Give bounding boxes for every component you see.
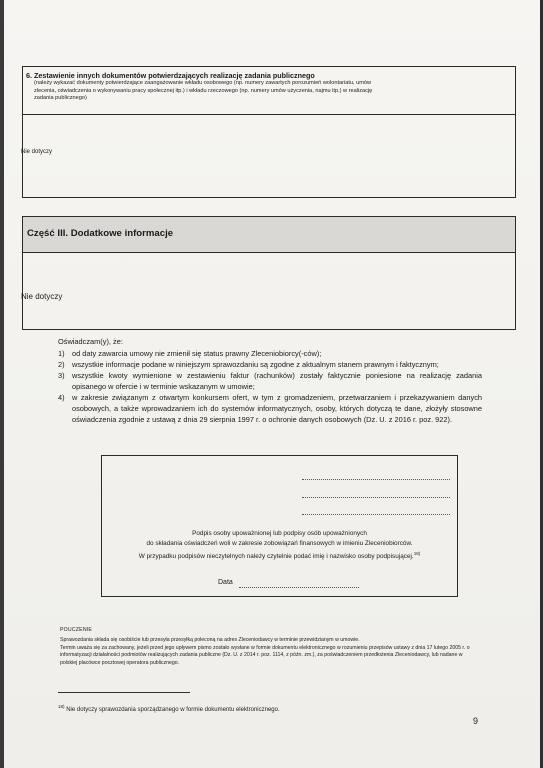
declaration-item-number: 3) <box>58 371 65 380</box>
footnote-reference: 18) <box>413 551 421 556</box>
instructions-title: POUCZENIE <box>60 627 93 633</box>
declaration-item-number: 2) <box>58 360 65 369</box>
footnote-mark: 18) <box>58 704 65 709</box>
instructions-text: Sprawozdania składa się osobiście lub przesyła przesyłką poleconą na adres Zleceniodawcy w terminie przewidzianym w umowie. <box>60 636 360 643</box>
declaration-item-text: wszystkie kwoty wymienione w zestawieniu faktur (rachunków) zostały faktycznie poniesione na realizację zadania opisanego w ofercie i w terminie wskazanym w umowie; <box>72 371 482 391</box>
declaration-item-text: od daty zawarcia umowy nie zmienił się status prawny Zleceniobiorcy(-ców); <box>72 349 322 358</box>
instructions <box>60 627 480 668</box>
section-6-note <box>34 80 511 103</box>
date-line <box>239 587 359 588</box>
declaration-item <box>58 359 482 370</box>
section-6-box <box>22 66 516 198</box>
signature-box <box>101 455 458 597</box>
declaration-item-number: 1) <box>58 349 65 358</box>
declaration-item <box>58 370 482 392</box>
signature-line <box>302 514 450 515</box>
part-3-content: Nie dotyczy <box>21 292 63 301</box>
footnote-text: Nie dotyczy sprawozdania sporządzanego w formie dokumentu elektronicznego. <box>66 707 280 713</box>
signature-caption-line: Podpis osoby upoważnionej lub podpisy osób upoważnionych <box>192 530 367 537</box>
page-number: 9 <box>473 716 479 726</box>
declaration-item <box>58 348 482 359</box>
declaration-intro: Oświadczam(y), że: <box>58 337 123 346</box>
section-6-title: 6. Zestawienie innych dokumentów potwierdzających realizację zadania publicznego <box>26 71 315 80</box>
instructions-text: Termin uważa się za zachowany, jeżeli przed jego upływem pismo zostało wysłane w formie dokumentu elektronicznego w rozumieniu przepisów ustawy z dnia 17 lutego 2005 r. o informatyzacji działalności podmiotów realizujących zadania publiczne (Dz. U. z 2014 r. poz. 1114, z późn. zm.), za poświadczeniem przedłożenia Zleceniodawcy, lub nadane w polskiej placówce pocztowej operatora publicznego. <box>60 644 470 667</box>
declaration-item-text: wszystkie informacje podane w niniejszym sprawozdaniu są zgodne z aktualnym stanem prawnym i faktycznym; <box>72 360 439 369</box>
section-6-header <box>23 67 515 115</box>
footnote-divider <box>58 692 190 693</box>
signature-caption-line: do składania oświadczeń woli w zakresie zobowiązań finansowych w imieniu Zleceniobiorców. <box>146 540 413 547</box>
scan-edge-left <box>0 0 4 768</box>
footnote <box>58 704 280 713</box>
signature-caption-text: W przypadku podpisów nieczytelnych należy czytelnie podać imię i nazwisko osoby podpisującej. <box>138 553 414 561</box>
declaration-item <box>58 392 482 425</box>
date-label: Data <box>218 579 233 586</box>
declaration-item-text: w zakresie związanym z otwartym konkursem ofert, w tym z gromadzeniem, przetwarzaniem i przekazywaniem danych osobowych, a także wprowadzaniem ich do systemów informatycznych, osoby, których dotyczą te dane, złożyły stosowne oświadczenia zgodnie z ustawą z dnia 29 sierpnia 1997 r. o ochronie danych osobowych (Dz. U. z 2016 r. poz. 922). <box>72 393 482 424</box>
section-6-content: Nie dotyczy <box>21 149 53 155</box>
declaration-list <box>58 348 482 425</box>
signature-caption-line <box>102 549 457 562</box>
signature-caption <box>102 529 457 562</box>
signature-line <box>302 497 450 498</box>
declaration <box>58 336 482 425</box>
signature-line <box>302 479 450 480</box>
section-6-note-line: (należy wykazać dokumenty potwierdzające zaangażowanie wkładu osobowego (np. numery zawartych porozumień wolontariatu, umów <box>34 80 372 86</box>
section-6-note-line: zadania publicznego) <box>34 95 87 102</box>
part-3-box <box>22 216 516 330</box>
declaration-item-number: 4) <box>58 393 65 402</box>
part-3-title: Część III. Dodatkowe informacje <box>23 217 515 253</box>
section-6-note-line: zlecenia, oświadczenia o wykonywaniu pracy społecznej itp.) i wkładu rzeczowego (np. numery umów użyczenia, najmu itp.) w realizację <box>34 87 373 94</box>
